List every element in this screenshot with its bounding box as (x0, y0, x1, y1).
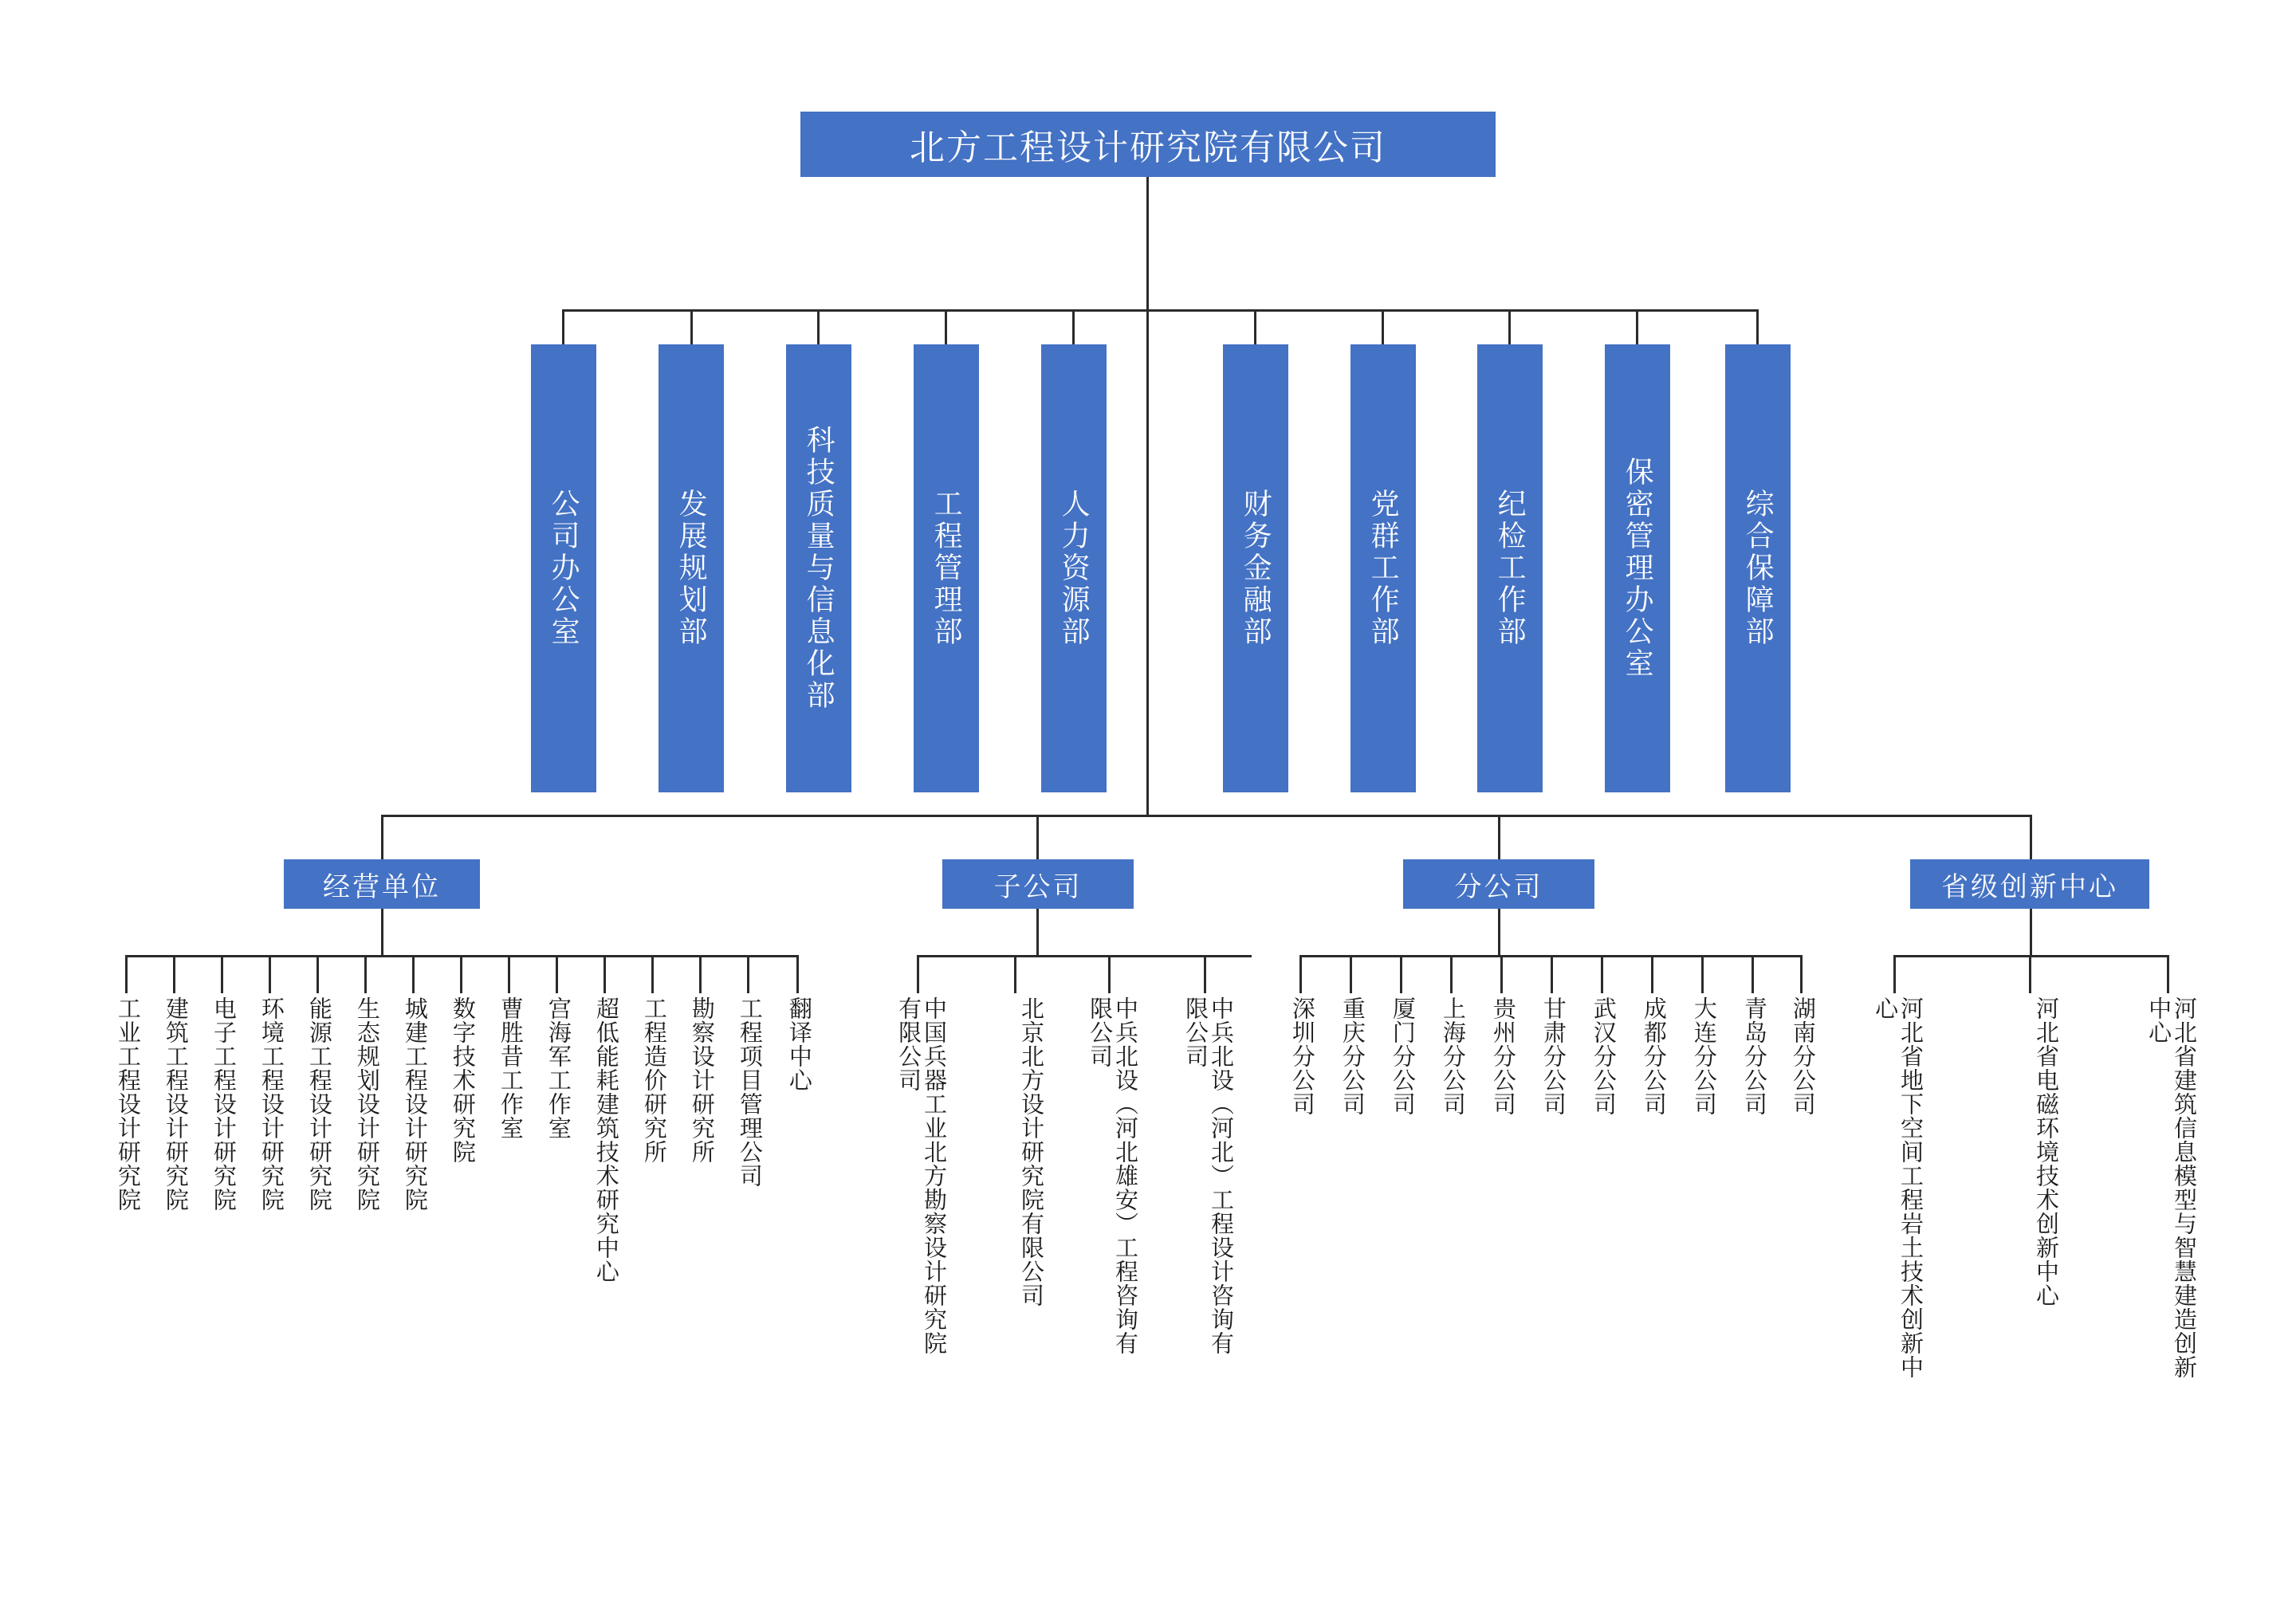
leaf-label-g3-8: 成都分公司 (1640, 996, 1666, 1116)
leaf-label-g2-2: 北京北方设计研究院有限公司 (1018, 996, 1044, 1307)
connector-g1-leaf-5 (316, 955, 319, 993)
leaf-label-g4-1: 河北省地下空间工程岩土技术创新中心 (1872, 996, 1923, 1379)
connector-g2-leaf-3 (1108, 955, 1111, 993)
connector-dept-stub-8 (1508, 309, 1511, 345)
leaf-label-g4-3: 河北省建筑信息模型与智慧建造创新中心 (2145, 996, 2196, 1379)
connector-g3-leaf-7 (1601, 955, 1603, 993)
connector-g1-leaf-8 (460, 955, 462, 993)
department-node-4[interactable] (914, 344, 979, 792)
leaf-label-g4-2: 河北省电磁环境技术创新中心 (2033, 996, 2058, 1307)
group-node-3[interactable] (1403, 859, 1594, 909)
department-node-2[interactable] (659, 344, 724, 792)
leaf-label-g1-15: 翻译中心 (785, 996, 812, 1092)
leaf-label-g1-7: 城建工程设计研究院 (401, 996, 427, 1212)
leaf-label-g3-6: 甘肃分公司 (1539, 996, 1566, 1116)
connector-g3-leaf-10 (1751, 955, 1754, 993)
connector-dept-stub-7 (1382, 309, 1384, 345)
connector-g3-leaf-4 (1450, 955, 1453, 993)
connector-g1-leaf-10 (556, 955, 558, 993)
connector-dept-stub-1 (562, 309, 564, 345)
connector-g1-leaf-15 (796, 955, 799, 993)
connector-dept-stub-6 (1254, 309, 1256, 345)
leaf-label-g3-2: 重庆分公司 (1339, 996, 1365, 1116)
group-label-2: 子公司 (993, 871, 1083, 902)
connector-g2-bus (917, 955, 1252, 957)
connector-g1-leaf-4 (269, 955, 271, 993)
leaf-label-g1-12: 工程造价研究所 (640, 996, 666, 1164)
connector-g3-leaf-11 (1800, 955, 1803, 993)
connector-g1-leaf-9 (508, 955, 510, 993)
leaf-label-g3-7: 武汉分公司 (1590, 996, 1616, 1116)
connector-g1-leaf-14 (747, 955, 749, 993)
department-label-7: 党群工作部 (1367, 489, 1401, 648)
department-label-3: 科技质量与信息化部 (803, 425, 836, 712)
connector-g2-leaf-4 (1204, 955, 1206, 993)
connector-group-stub-2 (1036, 815, 1039, 863)
connector-dept-stub-2 (690, 309, 693, 345)
leaf-label-g2-4: 中兵北设（河北）工程设计咨询有限公司 (1182, 996, 1233, 1355)
connector-g3-leaf-9 (1701, 955, 1704, 993)
connector-g1-leaf-3 (221, 955, 223, 993)
org-root-label: 北方工程设计研究院有限公司 (910, 128, 1386, 167)
leaf-label-g1-2: 建筑工程设计研究院 (162, 996, 188, 1212)
group-label-4: 省级创新中心 (1941, 871, 2118, 902)
connector-g1-leaf-6 (364, 955, 367, 993)
connector-dept-stub-10 (1756, 309, 1759, 345)
connector-g4-leaf-1 (1893, 955, 1896, 993)
department-label-5: 人力资源部 (1058, 489, 1091, 648)
group-label-1: 经营单位 (323, 871, 441, 902)
department-label-4: 工程管理部 (930, 489, 964, 648)
connector-dept-stub-3 (817, 309, 820, 345)
department-label-8: 纪检工作部 (1494, 489, 1527, 648)
leaf-label-g2-1: 中国兵器工业北方勘察设计研究院有限公司 (895, 996, 946, 1355)
connector-g1-leaf-13 (699, 955, 702, 993)
group-node-1[interactable] (284, 859, 480, 909)
connector-g3-leaf-6 (1551, 955, 1553, 993)
connector-dept-bus (562, 309, 1758, 312)
org-root-node[interactable] (800, 112, 1496, 177)
department-label-10: 综合保障部 (1742, 489, 1775, 648)
connector-g4-down (2030, 909, 2032, 957)
connector-g4-leaf-2 (2029, 955, 2031, 993)
leaf-label-g1-14: 工程项目管理公司 (736, 996, 762, 1188)
leaf-label-g1-9: 曹胜昔工作室 (497, 996, 523, 1140)
connector-g3-down (1498, 909, 1500, 957)
connector-g2-down (1036, 909, 1039, 957)
connector-g1-down (381, 909, 383, 957)
department-node-8[interactable] (1477, 344, 1543, 792)
connector-g1-leaf-2 (173, 955, 175, 993)
group-label-3: 分公司 (1454, 871, 1543, 902)
leaf-label-g2-3: 中兵北设（河北雄安）工程咨询有限公司 (1087, 996, 1138, 1355)
connector-g3-leaf-1 (1299, 955, 1302, 993)
connector-g3-leaf-3 (1400, 955, 1402, 993)
connector-dept-stub-4 (945, 309, 947, 345)
connector-group-stub-1 (381, 815, 383, 863)
leaf-label-g3-9: 大连分公司 (1690, 996, 1716, 1116)
department-label-6: 财务金融部 (1240, 489, 1273, 648)
department-node-1[interactable] (531, 344, 596, 792)
connector-group-stub-4 (2030, 815, 2032, 863)
department-node-10[interactable] (1725, 344, 1791, 792)
group-node-2[interactable] (942, 859, 1134, 909)
leaf-label-g1-3: 电子工程设计研究院 (210, 996, 236, 1212)
department-label-2: 发展规划部 (675, 489, 709, 648)
leaf-label-g1-10: 宫海军工作室 (545, 996, 571, 1140)
leaf-label-g3-3: 厦门分公司 (1389, 996, 1415, 1116)
connector-g3-leaf-8 (1651, 955, 1653, 993)
leaf-label-g1-4: 环境工程设计研究院 (258, 996, 284, 1212)
connector-dept-stub-5 (1072, 309, 1075, 345)
connector-g1-leaf-7 (412, 955, 415, 993)
leaf-label-g3-5: 贵州分公司 (1489, 996, 1516, 1116)
connector-group-stub-3 (1498, 815, 1500, 863)
connector-g3-leaf-5 (1500, 955, 1503, 993)
connector-group-bus (381, 815, 2031, 817)
leaf-label-g1-6: 生态规划设计研究院 (353, 996, 379, 1212)
department-node-7[interactable] (1350, 344, 1416, 792)
connector-g3-leaf-2 (1350, 955, 1352, 993)
leaf-label-g3-4: 上海分公司 (1439, 996, 1465, 1116)
department-node-3[interactable] (786, 344, 851, 792)
department-label-9: 保密管理办公室 (1622, 457, 1655, 680)
connector-g1-leaf-11 (603, 955, 606, 993)
leaf-label-g1-13: 勘察设计研究所 (688, 996, 714, 1164)
group-node-4[interactable] (1910, 859, 2149, 909)
connector-dept-stub-9 (1636, 309, 1638, 345)
connector-g2-leaf-2 (1014, 955, 1016, 993)
connector-g4-leaf-3 (2167, 955, 2169, 993)
department-node-9[interactable] (1605, 344, 1670, 792)
leaf-label-g1-11: 超低能耗建筑技术研究中心 (592, 996, 619, 1283)
connector-spine-lower (1146, 309, 1149, 816)
department-node-5[interactable] (1041, 344, 1107, 792)
connector-root-vertical (1146, 177, 1149, 311)
connector-g1-leaf-12 (651, 955, 654, 993)
leaf-label-g1-1: 工业工程设计研究院 (114, 996, 140, 1212)
leaf-label-g3-11: 湖南分公司 (1789, 996, 1815, 1116)
leaf-label-g3-10: 青岛分公司 (1740, 996, 1767, 1116)
department-node-6[interactable] (1223, 344, 1288, 792)
connector-g1-leaf-1 (125, 955, 128, 993)
leaf-label-g1-5: 能源工程设计研究院 (305, 996, 332, 1212)
department-label-1: 公司办公室 (548, 489, 581, 648)
leaf-label-g1-8: 数字技术研究院 (449, 996, 475, 1164)
leaf-label-g3-1: 深圳分公司 (1288, 996, 1315, 1116)
connector-g2-leaf-1 (917, 955, 919, 993)
